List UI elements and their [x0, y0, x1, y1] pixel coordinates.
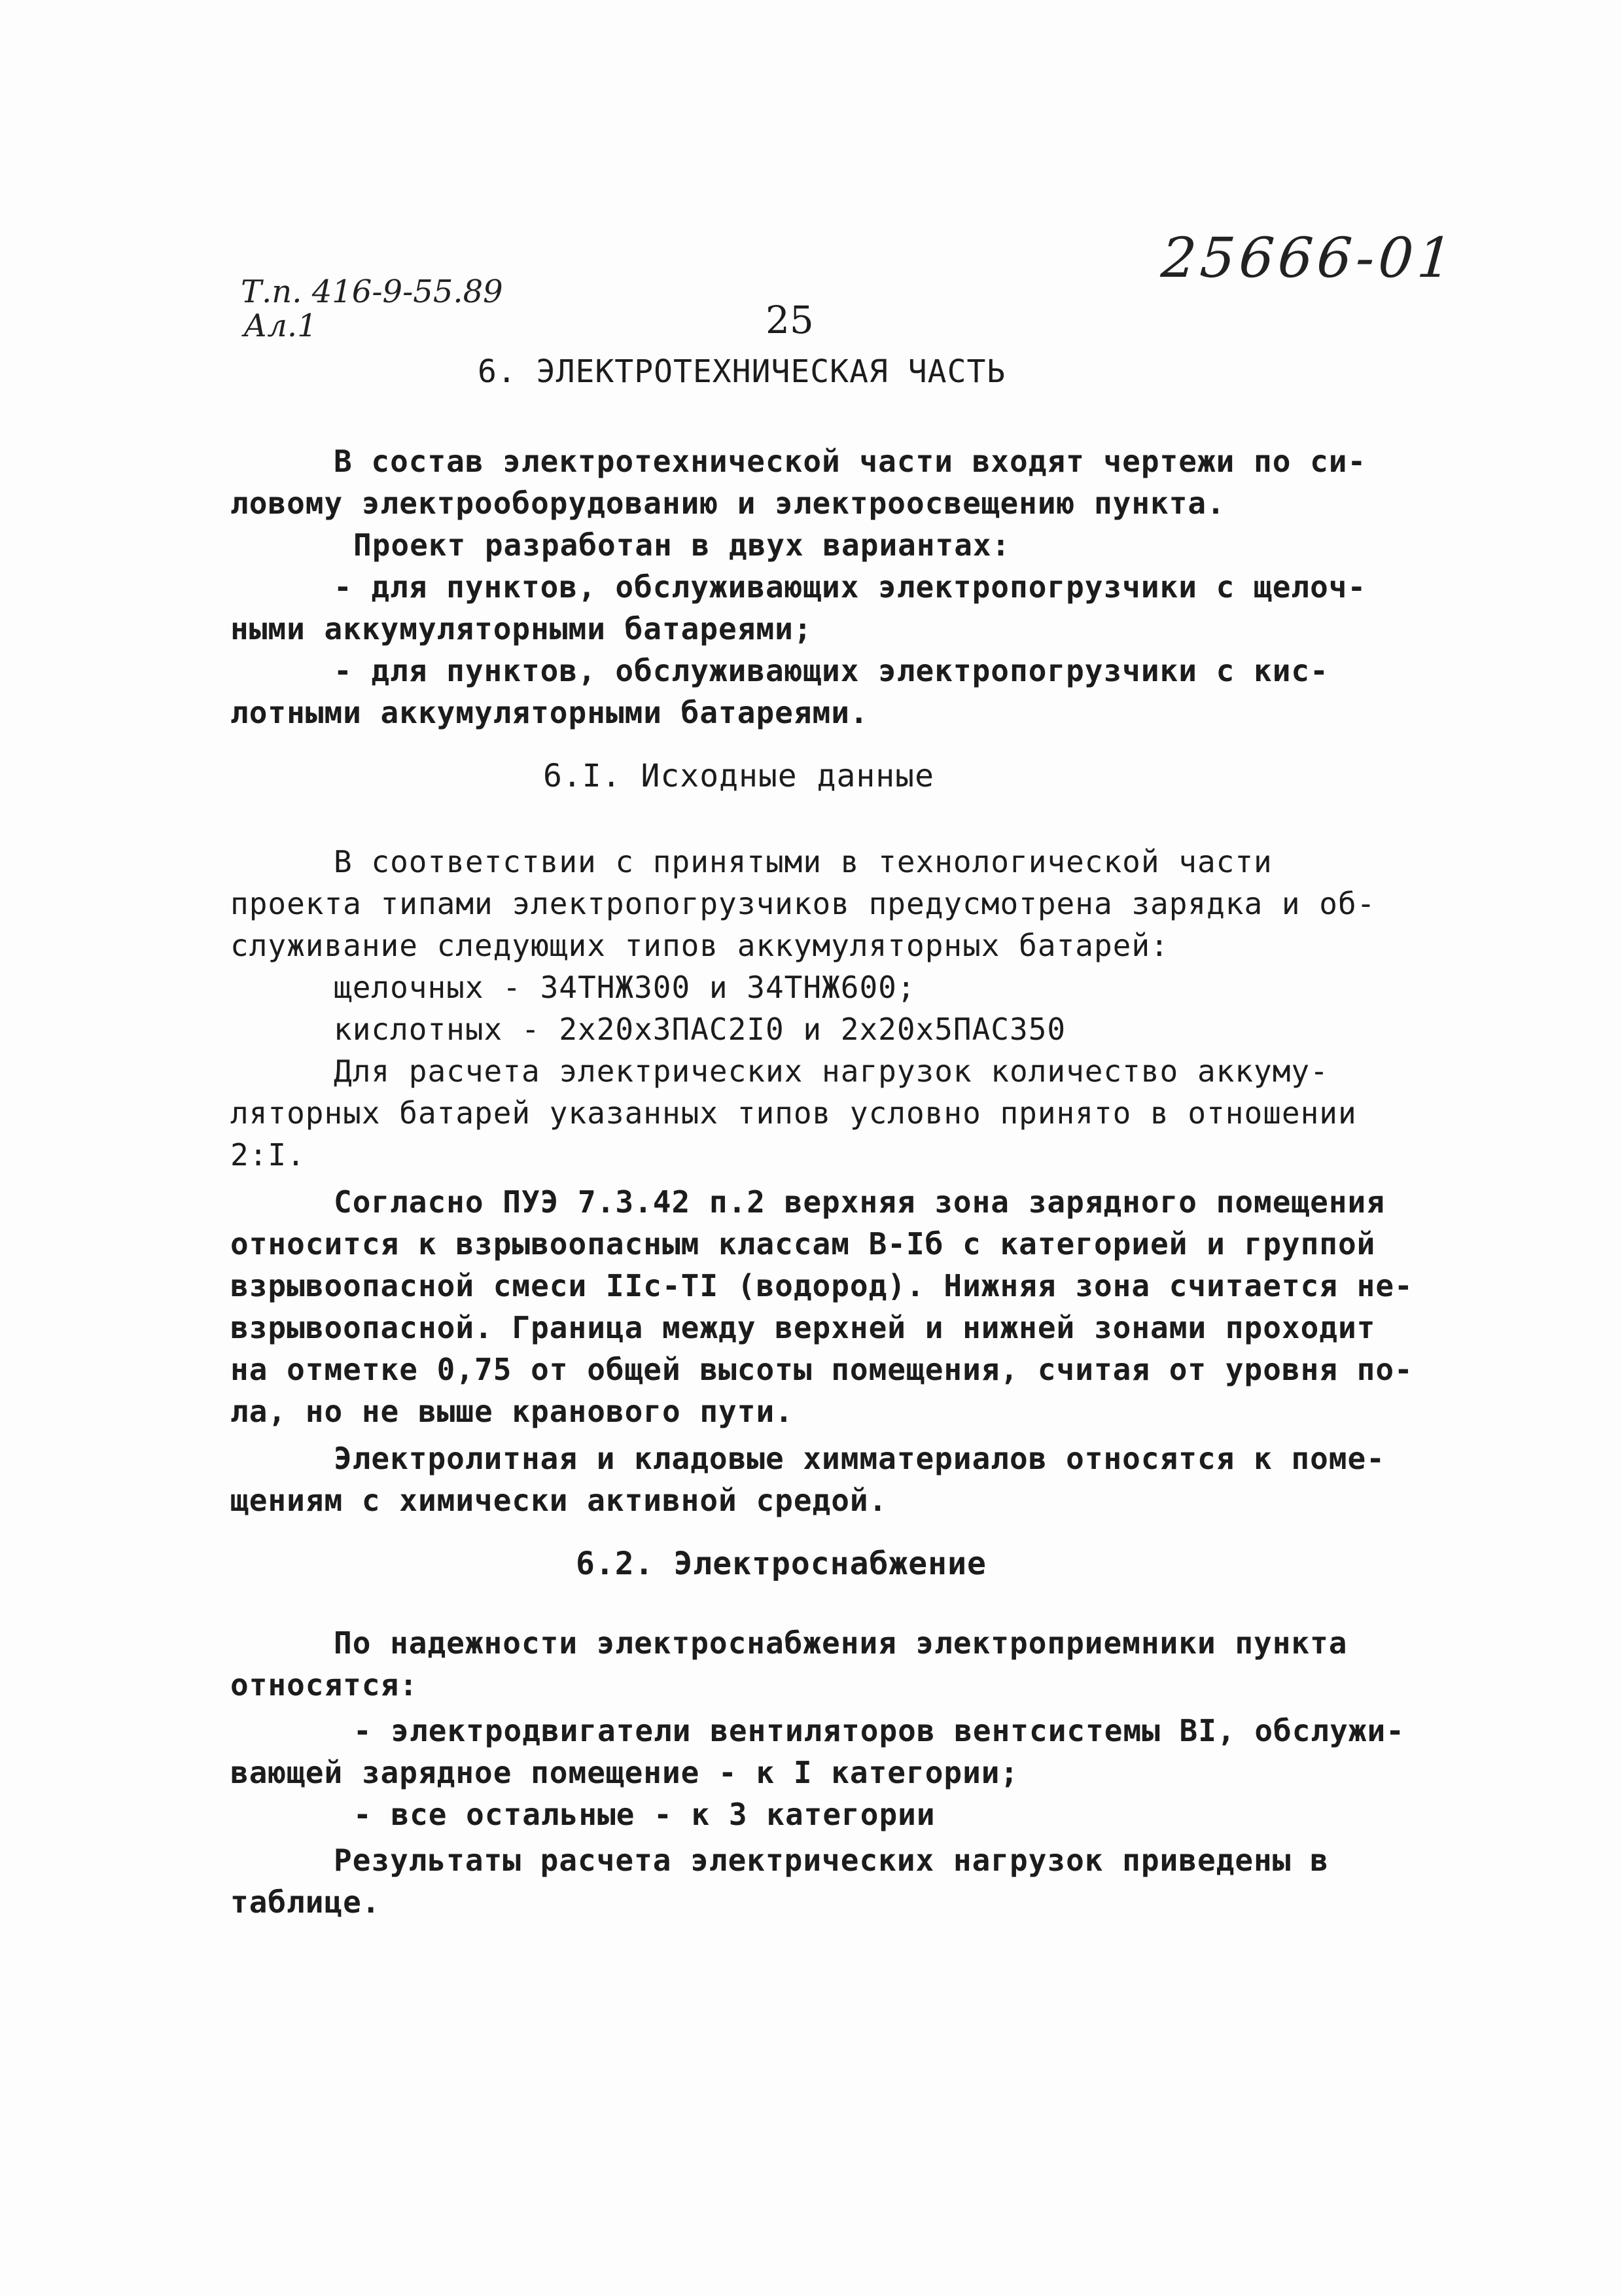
paragraph-line: Для расчета электрических нагрузок количество аккуму-	[334, 1053, 1329, 1089]
paragraph-line: ловому электрооборудованию и электроосвещению пункта.	[230, 486, 1225, 521]
paragraph-line: ла, но не выше кранового пути.	[230, 1394, 794, 1429]
paragraph-line: на отметке 0,75 от общей высоты помещения, считая от уровня по-	[230, 1352, 1413, 1387]
paragraph-line: щениям с химически активной средой.	[230, 1483, 888, 1518]
subsection-title: 6.2. Электроснабжение	[576, 1545, 987, 1582]
paragraph-line: проекта типами электропогрузчиков предусмотрена зарядка и об-	[230, 886, 1376, 921]
paragraph-line: служивание следующих типов аккумуляторных батарей:	[230, 928, 1169, 963]
paragraph-line: - для пунктов, обслуживающих электропогрузчики с кис-	[334, 653, 1329, 688]
paragraph-line: кислотных - 2х20х3ПАС2I0 и 2х20х5ПАС350	[334, 1012, 1067, 1047]
sheet-label: Ал.1	[243, 308, 317, 344]
paragraph-line: вающей зарядное помещение - к I категории;	[230, 1755, 1019, 1790]
paragraph-line: ными аккумуляторными батареями;	[230, 611, 813, 646]
paragraph-line: По надежности электроснабжения электроприемники пункта	[334, 1625, 1348, 1661]
paragraph-line: Проект разработан в двух вариантах:	[353, 527, 1011, 563]
paragraph-line: В соответствии с принятыми в технологической части	[334, 844, 1273, 879]
paragraph-line: - все остальные - к 3 категории	[353, 1797, 936, 1832]
paragraph-line: Согласно ПУЭ 7.3.42 п.2 верхняя зона зарядного помещения	[334, 1184, 1385, 1220]
paragraph-line: ляторных батарей указанных типов условно принято в отношении	[230, 1095, 1357, 1131]
section-title: 6. ЭЛЕКТРОТЕХНИЧЕСКАЯ ЧАСТЬ	[478, 353, 1006, 390]
paragraph-line: Электролитная и кладовые химматериалов относятся к поме-	[334, 1441, 1385, 1476]
paragraph-line: таблице.	[230, 1884, 381, 1920]
paragraph-line: взрывоопасной смеси IIс-TI (водород). Нижняя зона считается не-	[230, 1268, 1413, 1303]
paragraph-line: лотными аккумуляторными батареями.	[230, 695, 869, 730]
page-number: 25	[766, 298, 814, 342]
paragraph-line: относится к взрывоопасным классам В-Iб с категорией и группой	[230, 1226, 1376, 1262]
paragraph-line: взрывоопасной. Граница между верхней и нижней зонами проходит	[230, 1310, 1376, 1345]
document-number: 25666-01	[1159, 226, 1458, 290]
paragraph-line: В состав электротехнической части входят чертежи по си-	[334, 444, 1367, 479]
paragraph-line: 2:I.	[230, 1137, 306, 1173]
paragraph-line: щелочных - 34ТНЖ300 и 34ТНЖ600;	[334, 970, 916, 1005]
subsection-title: 6.I. Исходные данные	[543, 758, 934, 794]
paragraph-line: Результаты расчета электрических нагрузок приведены в	[334, 1843, 1329, 1878]
paragraph-line: - электродвигатели вентиляторов вентсистемы ВI, обслужи-	[353, 1713, 1405, 1748]
paragraph-line: относятся:	[230, 1667, 418, 1703]
reference-code: Т.п. 416-9-55.89	[241, 274, 503, 310]
paragraph-line: - для пунктов, обслуживающих электропогрузчики с щелоч-	[334, 569, 1367, 605]
